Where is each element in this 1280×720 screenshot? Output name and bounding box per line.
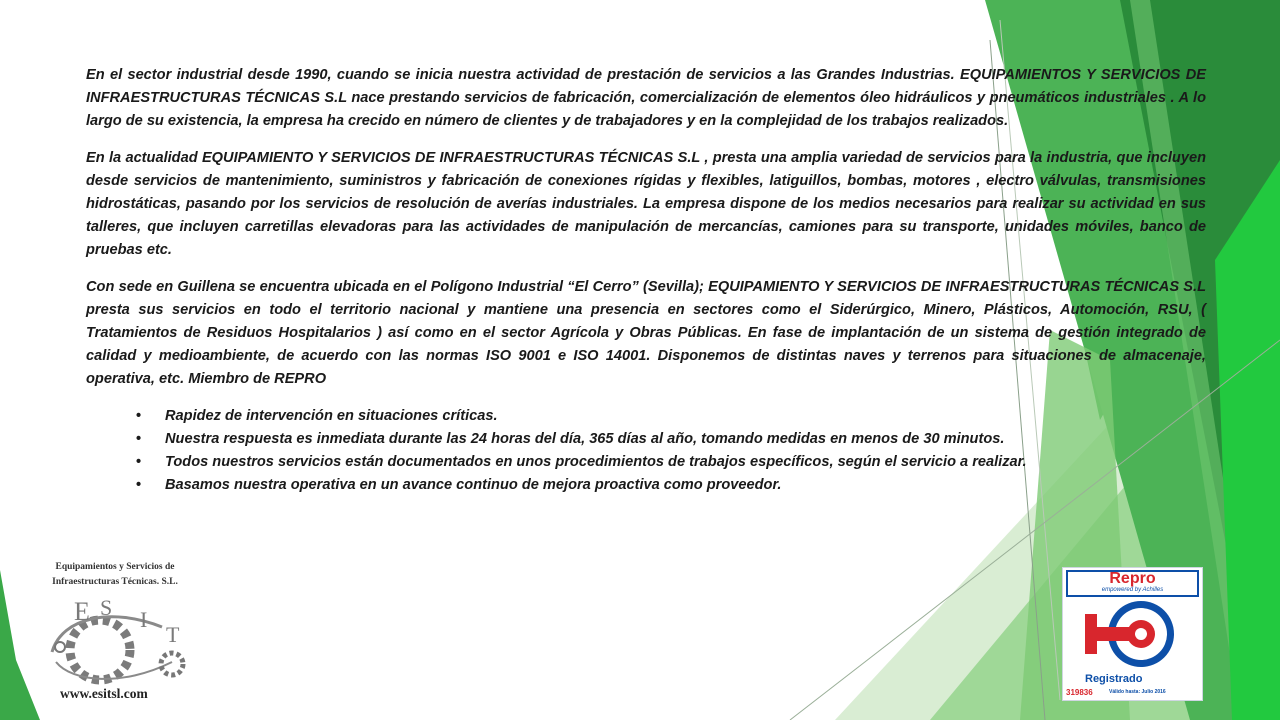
repro-registered: Registrado	[1085, 673, 1143, 685]
paragraph: Con sede en Guillena se encuentra ubicada en el Polígono Industrial “El Cerro” (Sevilla); EQUIPAMIENTO Y SERVICIOS DE INFRAESTRUCTURAS TÉCNICAS S.L presta sus servicios en todo el territorio nacional y mantiene una presencia en sectores como el Siderúrgico, Minero, Plásticos, Automoción, RSU, ( Tratamientos de Residuos Hospitalarios ) así como en el sector Agrícola y Obras Públicas. En fase de implantación de un sistema de gestión integrado de calidad y medioambiente, de acuerdo con las normas ISO 9001 e ISO 14001. Disponemos de distintas naves y terrenos para situaciones de almacenaje, operativa, etc. Miembro de REPRO	[86, 279, 1206, 387]
repro-logo	[1062, 567, 1203, 701]
gear-icon	[42, 592, 192, 687]
list-item: • Basamos nuestra operativa en un avance continuo de mejora proactiva como proveedor.	[136, 474, 1206, 497]
repro-subtitle: empowered by Achilles	[1101, 587, 1164, 593]
repro-number: 319836	[1066, 688, 1093, 697]
repro-emblem-icon	[1063, 596, 1202, 676]
logo-letter: T	[166, 622, 180, 647]
website-link[interactable]: www.esitsl.com	[60, 686, 148, 701]
logo-letter: I	[140, 607, 148, 632]
paragraph: En la actualidad EQUIPAMIENTO Y SERVICIOS DE INFRAESTRUCTURAS TÉCNICAS S.L , presta una amplia variedad de servicios para la industria, que incluyen desde servicios de mantenimiento, suministros y fabricación de conexiones rígidas y flexibles, latiguillos, bombas, motores , electro válvulas, transmisiones hidrostáticas, pasando por los servicios de resolución de averías industriales. La empresa dispone de los medios necesarios para realizar su actividad en sus talleres, que incluyen carretillas elevadoras para las actividades de manipulación de mercancías, camiones para su transporte, unidades móviles, banco de pruebas etc.	[86, 150, 1206, 258]
esit-logo	[40, 560, 200, 710]
logo-letter: E	[74, 597, 90, 626]
main-text	[86, 64, 1206, 497]
bullet-list	[86, 405, 1206, 497]
repro-valid-until: Válido hasta: Julio 2016	[1109, 689, 1166, 695]
logo-letter: S	[100, 595, 113, 620]
list-item: • Todos nuestros servicios están documentados en unos procedimientos de trabajos específicos, según el servicio a realizar.	[136, 451, 1206, 474]
company-name: Equipamientos y Servicios de Infraestructuras Técnicas. S.L.	[52, 562, 178, 587]
repro-header	[1066, 570, 1199, 597]
repro-title: Repro	[1109, 570, 1156, 587]
list-item: • Rapidez de intervención en situaciones críticas.	[136, 405, 1206, 428]
paragraph: En el sector industrial desde 1990, cuando se inicia nuestra actividad de prestación de servicios a las Grandes Industrias. EQUIPAMIENTOS Y SERVICIOS DE INFRAESTRUCTURAS TÉCNICAS S.L nace prestando servicios de fabricación, comercialización de elementos óleo hidráulicos y pneumáticos industriales . A lo largo de su existencia, la empresa ha crecido en número de clientes y de trabajadores y en la complejidad de los trabajos realizados.	[86, 67, 1206, 129]
list-item: • Nuestra respuesta es inmediata durante las 24 horas del día, 365 días al año, tomando medidas en menos de 30 minutos.	[136, 428, 1206, 451]
